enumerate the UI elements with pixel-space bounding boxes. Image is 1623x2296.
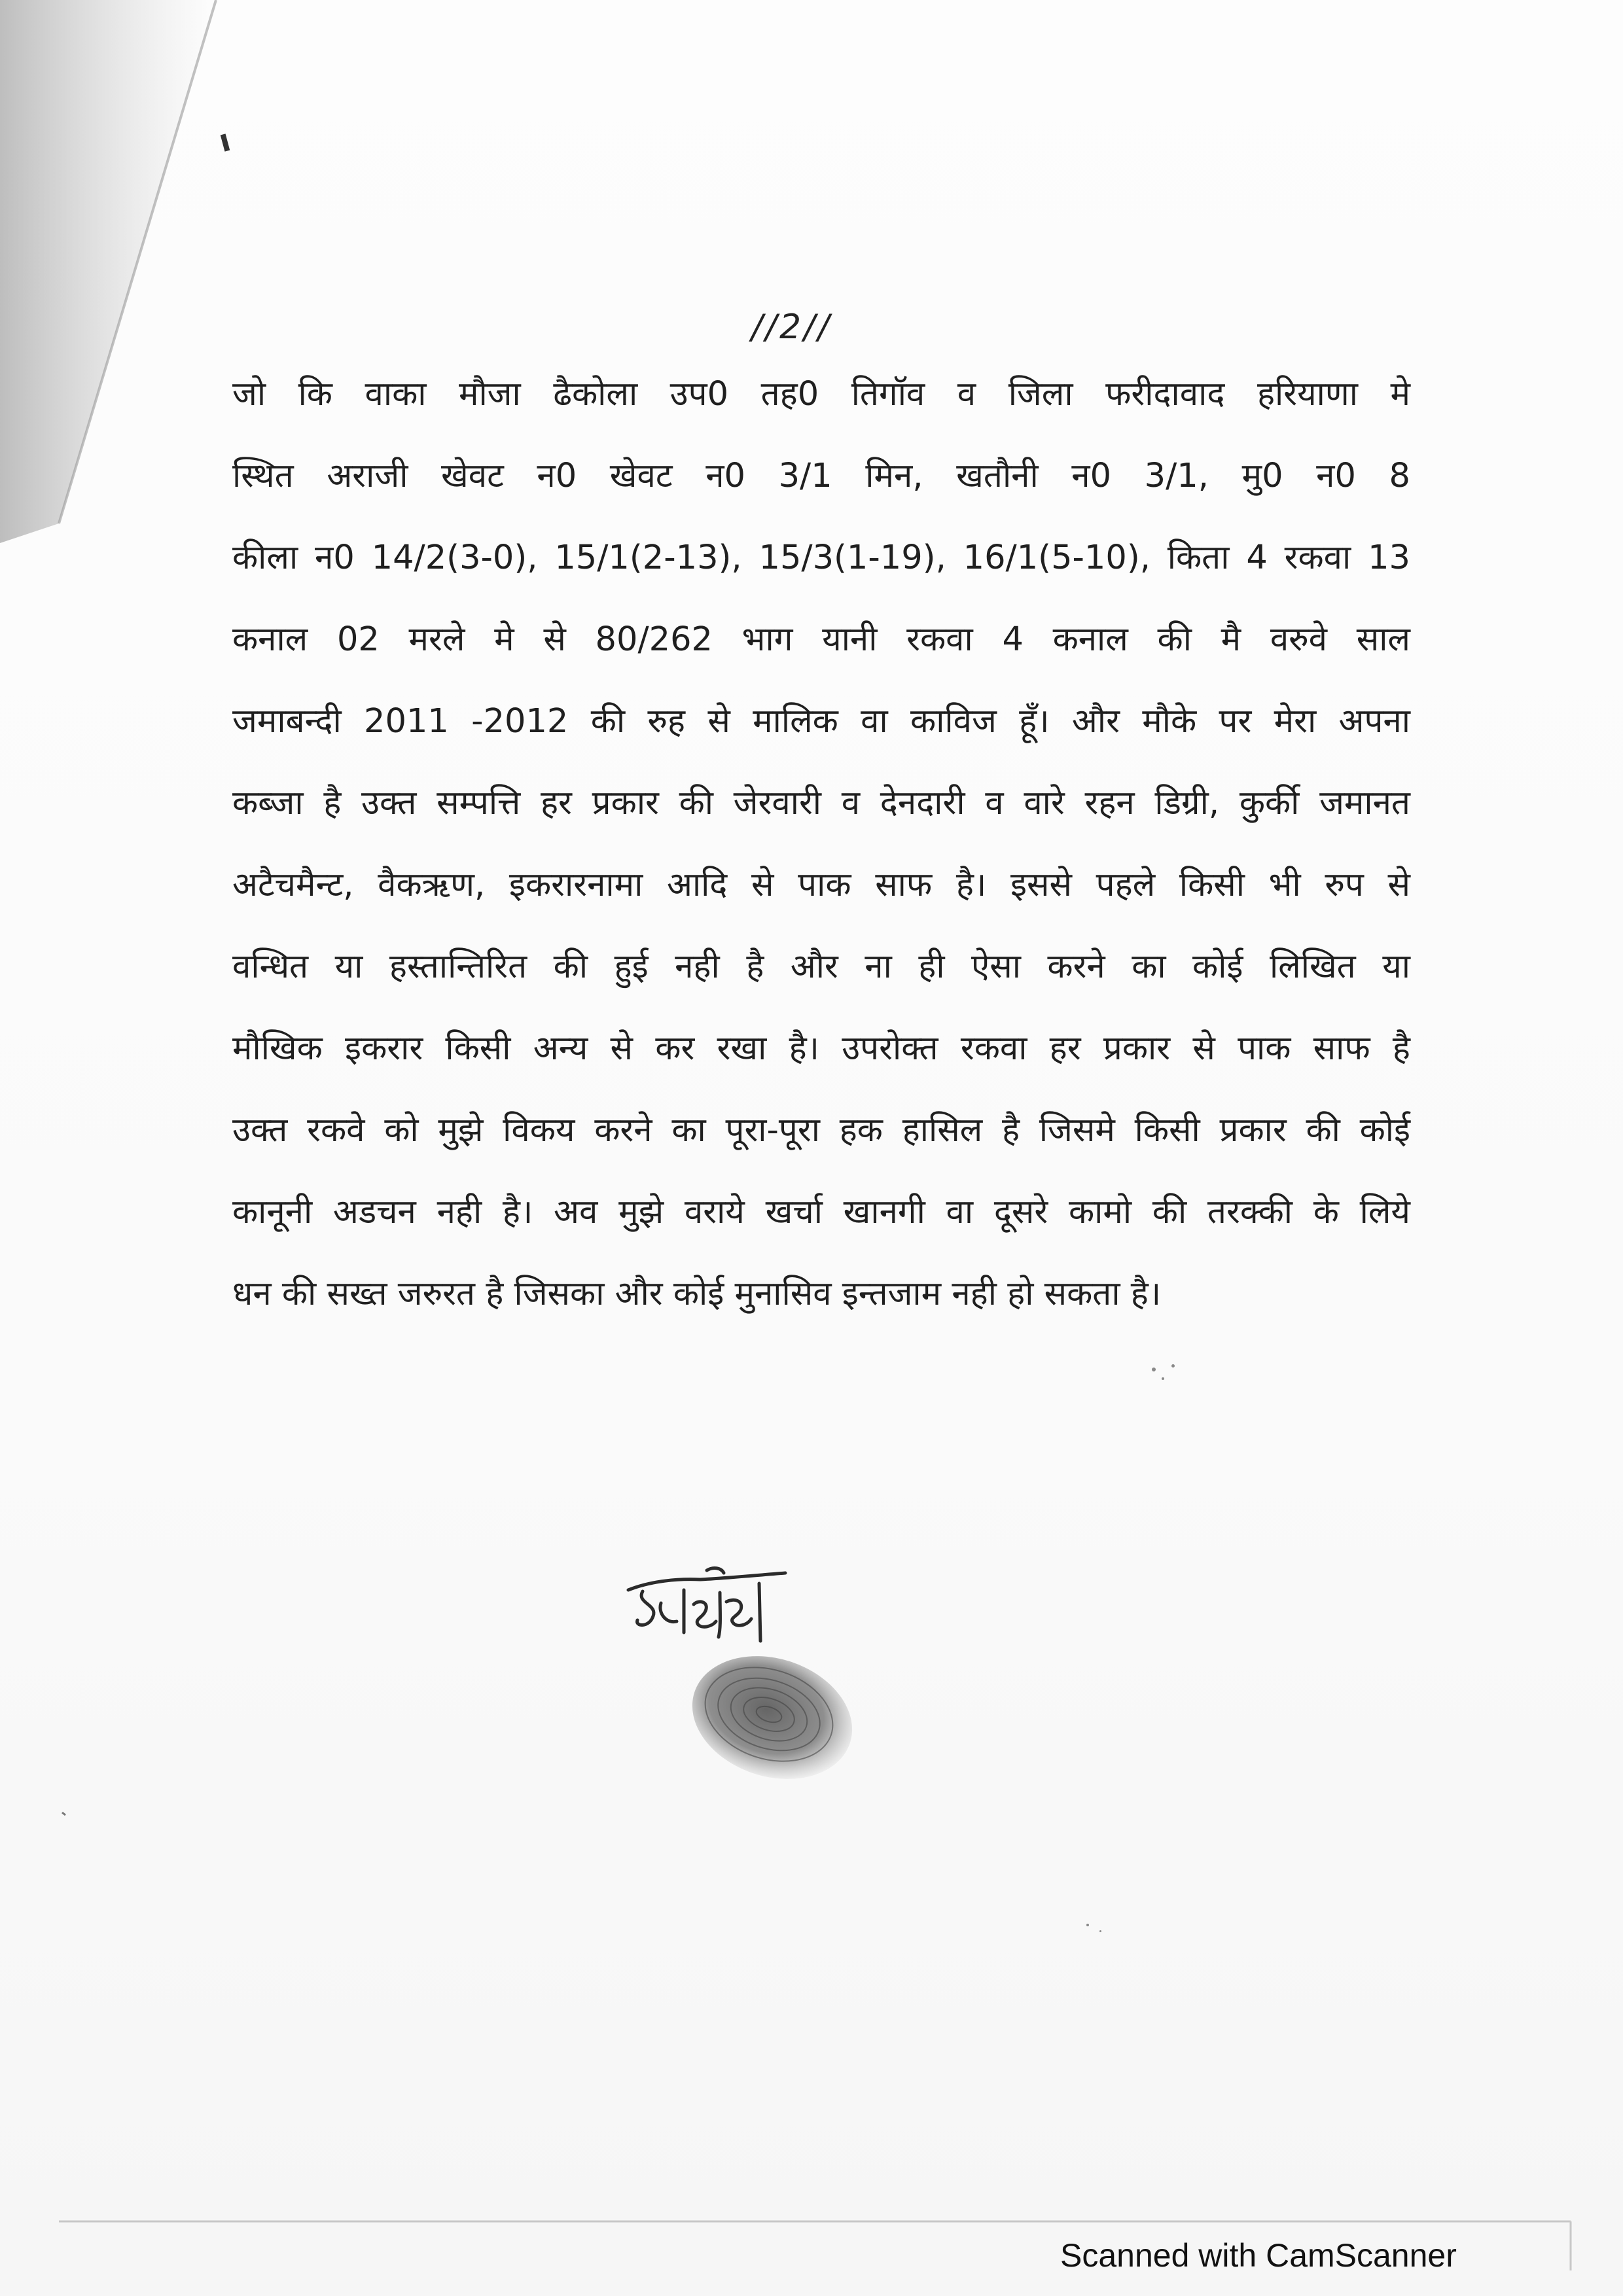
scanner-watermark: Scanned with CamScanner xyxy=(1060,2237,1457,2274)
body-line: स्थित अराजी खेवट न0 खेवट न0 3/1 मिन, खतौनी न0 3/1, मु0 न0 8 xyxy=(232,457,1410,495)
body-line: अटैचमैन्ट, वैकऋण, इकरारनामा आदि से पाक साफ है। इससे पहले किसी भी रुप से xyxy=(232,866,1410,904)
page-number: //2// xyxy=(751,308,832,347)
handwritten-signature xyxy=(622,1564,805,1662)
ink-speck xyxy=(1171,1364,1175,1368)
body-line: जमाबन्दी 2011 -2012 की रुह से मालिक वा काविज हूँ। और मौके पर मेरा अपना xyxy=(232,702,1410,741)
thumb-impression xyxy=(681,1649,870,1793)
document-body xyxy=(232,353,1410,1335)
body-line: धन की सख्त जरुरत है जिसका और कोई मुनासिव इन्तजाम नही हो सकता है। xyxy=(232,1275,1162,1313)
body-line: मौखिक इकरार किसी अन्य से कर रखा है। उपरोक्त रकवा हर प्रकार से पाक साफ है xyxy=(232,1029,1410,1068)
ink-speck xyxy=(1086,1924,1089,1926)
body-line: कब्जा है उक्त सम्पत्ति हर प्रकार की जेरवारी व देनदारी व वारे रहन डिग्री, कुर्की जमानत xyxy=(232,784,1410,822)
body-line: उक्त रकवे को मुझे विकय करने का पूरा-पूरा हक हासिल है जिसमे किसी प्रकार की कोई xyxy=(232,1111,1410,1150)
ink-speck xyxy=(1152,1368,1156,1371)
ink-speck xyxy=(1162,1377,1164,1380)
body-line: कनाल 02 मरले मे से 80/262 भाग यानी रकवा 4 कनाल की मै वरुवे साल xyxy=(232,620,1410,659)
body-line: जो कि वाका मौजा ढैकोला उप0 तह0 तिगॉव व जिला फरीदावाद हरियाणा मे xyxy=(232,375,1410,414)
body-line: कीला न0 14/2(3-0), 15/1(2-13), 15/3(1-19), 16/1(5-10), किता 4 रकवा 13 xyxy=(232,539,1410,577)
body-line: वन्धित या हस्तान्तिरित की हुई नही है और ना ही ऐसा करने का कोई लिखित या xyxy=(232,947,1410,986)
ink-speck xyxy=(1099,1930,1101,1932)
body-line: कानूनी अडचन नही है। अव मुझे वराये खर्चा खानगी वा दूसरे कामो की तरक्की के लिये xyxy=(232,1193,1410,1231)
